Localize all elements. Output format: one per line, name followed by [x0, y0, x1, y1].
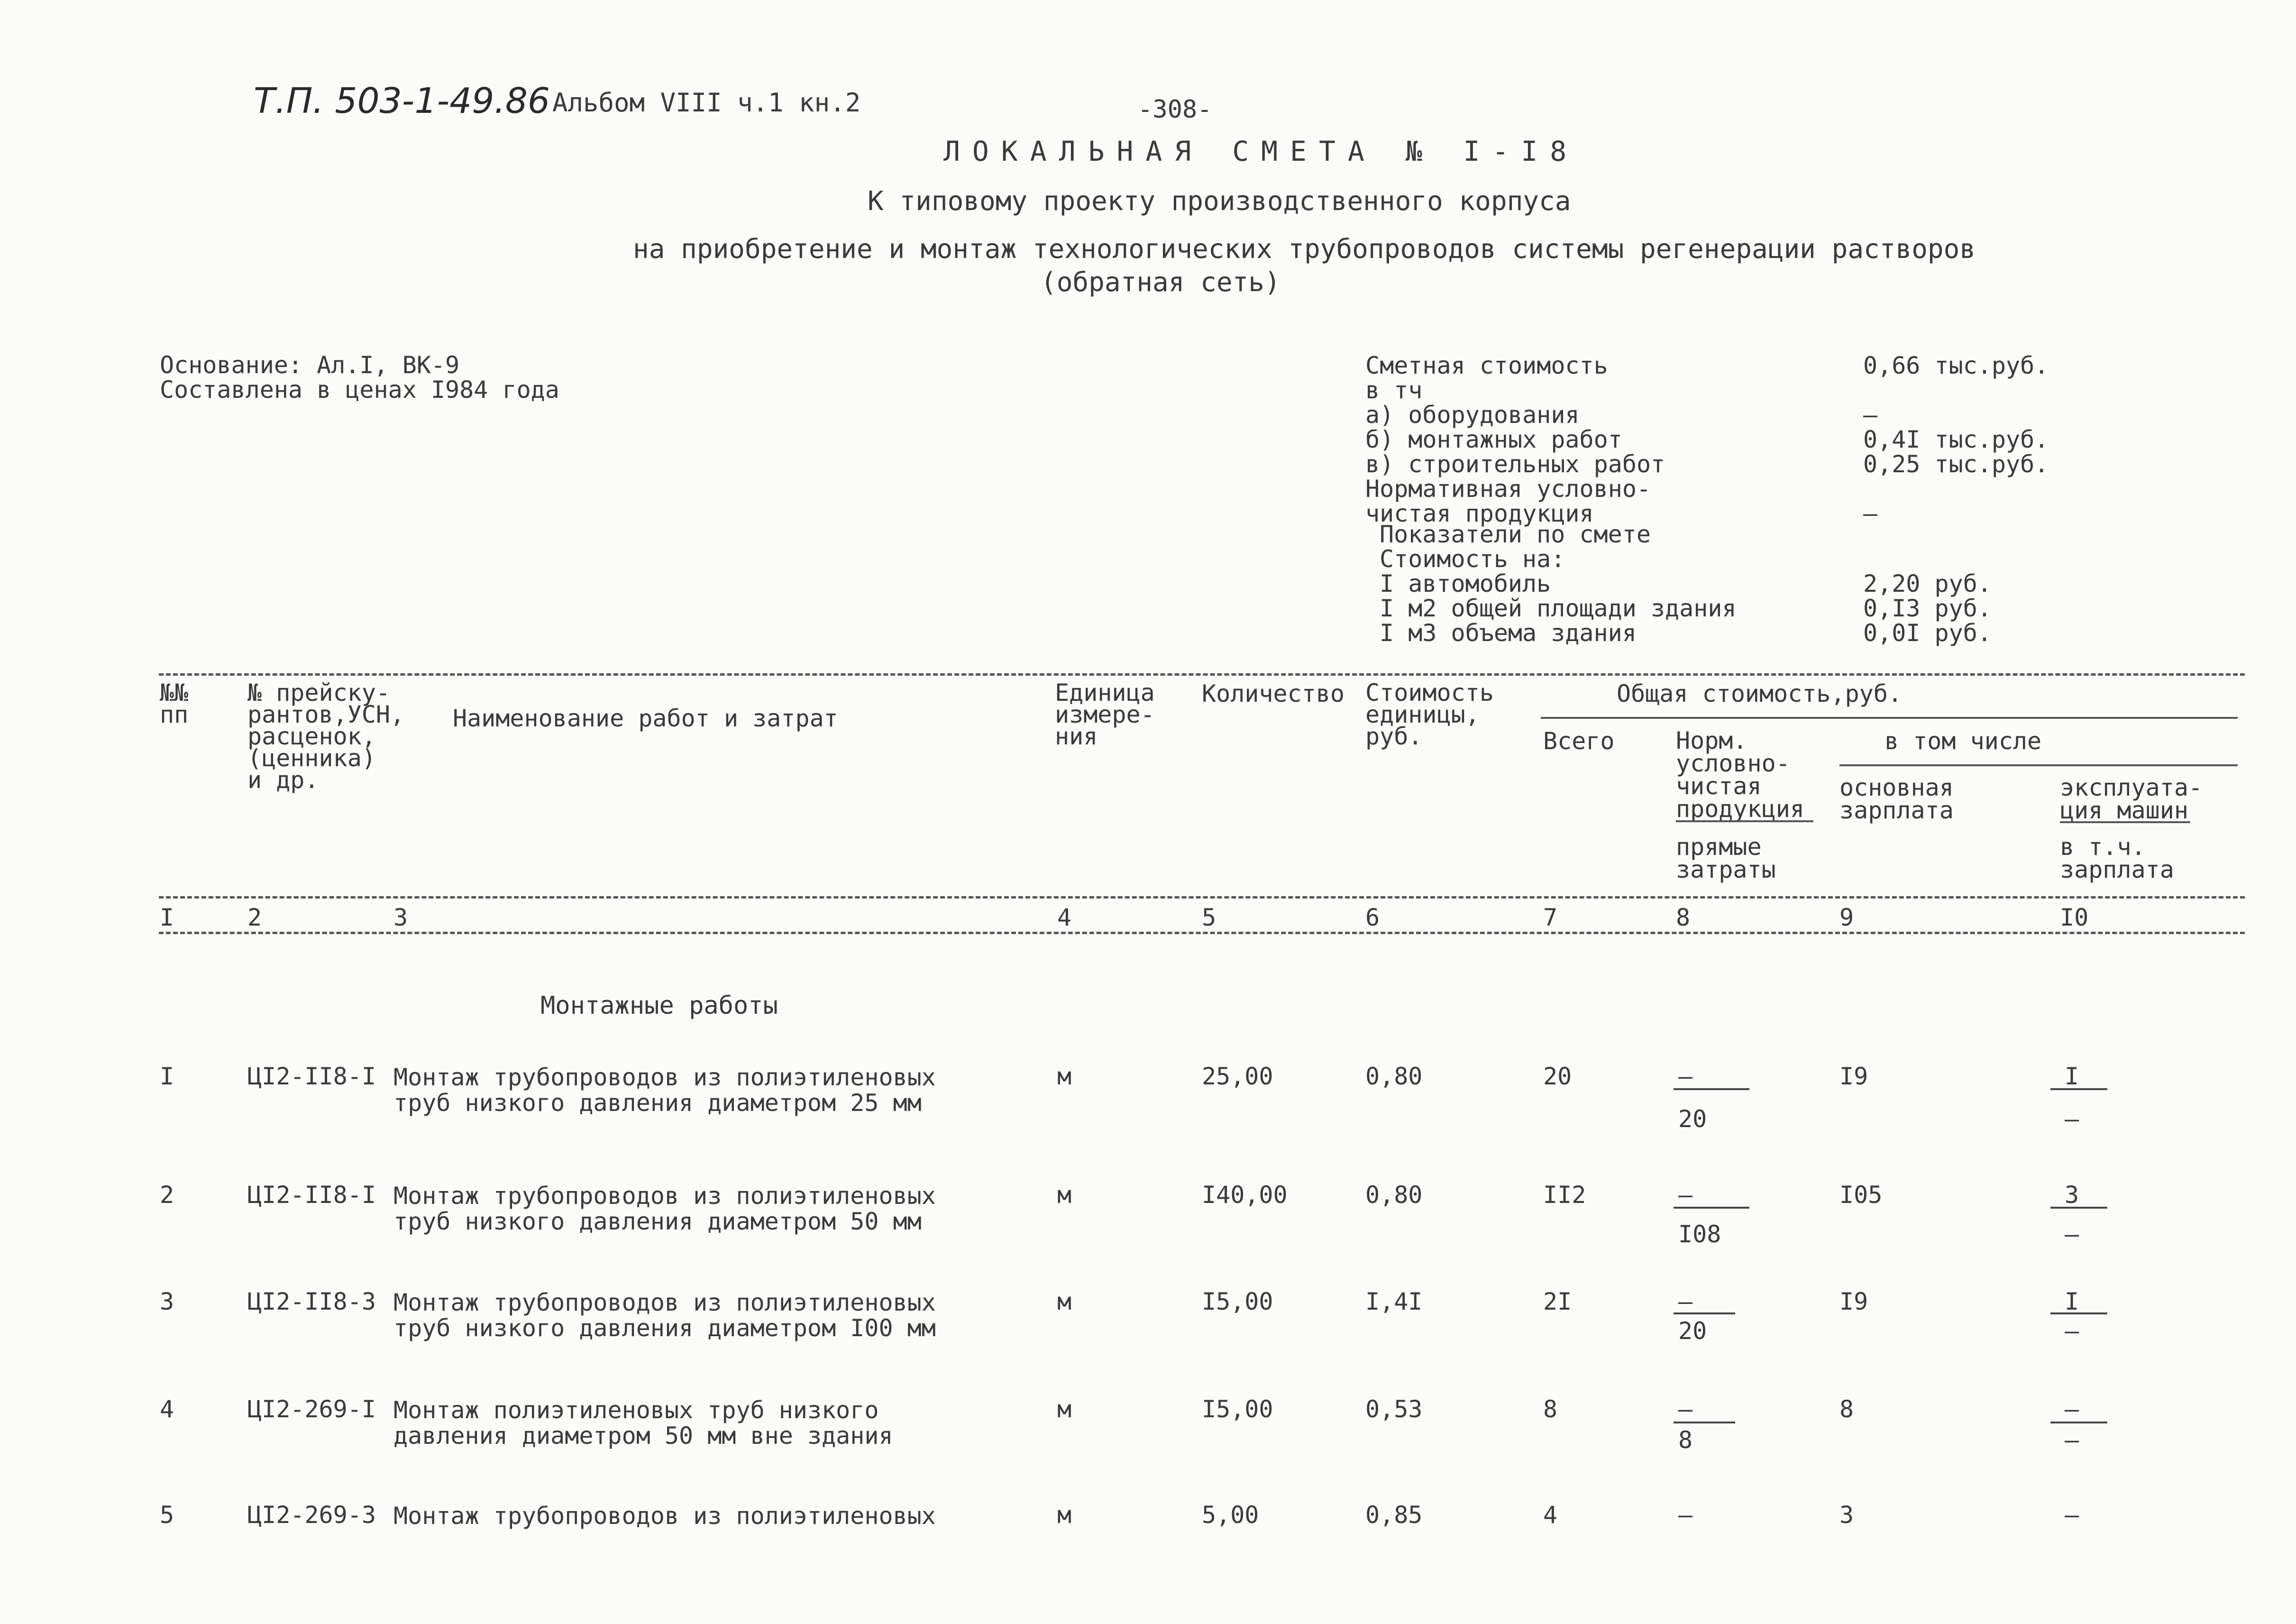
row-machines-salary: –: [2065, 1426, 2079, 1454]
row-qty: I5,00: [1202, 1288, 1273, 1315]
row-net-product: –: [1678, 1288, 1693, 1315]
header-top-rule: [159, 673, 2245, 676]
row-base-salary: I9: [1839, 1063, 1868, 1090]
col-number-7: 7: [1543, 904, 1558, 931]
subtitle-scope: на приобретение и монтаж технологических трубопроводов системы регенерации растворов: [633, 234, 1976, 265]
indicators-values: 2,20 руб. 0,I3 руб. 0,0I руб.: [1863, 570, 1992, 647]
row-machines: –: [2065, 1395, 2079, 1423]
basis-line: Основание: Ал.I, ВК-9: [160, 351, 460, 379]
col-header-base-salary: основная зарплата: [1839, 774, 1954, 824]
fraction-line: [2050, 1207, 2107, 1209]
col-number-9: 9: [1839, 904, 1854, 931]
page-number: -308-: [1138, 95, 1212, 124]
row-num: 4: [160, 1395, 174, 1423]
col-header-direct-costs: прямые затраты: [1676, 833, 1776, 883]
col-number-6: 6: [1365, 904, 1380, 931]
cost-summary-values: 0,66 тыс.руб. – 0,4I тыс.руб. 0,25 тыс.руб. –: [1863, 352, 2049, 527]
prices-year-line: Составлена в ценах I984 года: [160, 376, 559, 404]
fraction-line: [1674, 1422, 1735, 1423]
row-direct-costs: 8: [1678, 1426, 1693, 1454]
row-name: Монтаж трубопроводов из полиэтиленовых труб низкого давления диаметром I00 мм: [393, 1289, 936, 1342]
cost-summary-labels: Сметная стоимость в тч а) оборудования б) монтажных работ в) строительных работ Нормативная условно- чистая продукция: [1365, 352, 1665, 527]
row-direct-costs: 20: [1678, 1105, 1707, 1133]
row-machines-salary: –: [2065, 1105, 2079, 1133]
row-total: 20: [1543, 1063, 1572, 1090]
col-header-code: № прейску- рантов,УСН, расценок, (ценника) и др.: [247, 679, 405, 794]
subtitle-project: К типовому проекту производственного корпуса: [868, 186, 1571, 217]
row-code: ЦI2-II8-I: [247, 1181, 376, 1209]
row-code: ЦI2-II8-3: [247, 1288, 376, 1315]
fraction-line: [1674, 1312, 1735, 1314]
row-net-product: –: [1678, 1501, 1693, 1529]
col-header-qty: Количество: [1202, 680, 1345, 707]
row-code: ЦI2-269-I: [247, 1395, 376, 1423]
col-header-total: Всего: [1543, 727, 1615, 755]
row-unit: м: [1057, 1501, 1072, 1529]
col-header-incl-group: в том числе: [1884, 727, 2042, 755]
row-name: Монтаж трубопроводов из полиэтиленовых труб низкого давления диаметром 50 мм: [393, 1182, 936, 1235]
col-header-unit: Единица измере- ния: [1055, 679, 1155, 750]
row-qty: 5,00: [1202, 1501, 1259, 1529]
total-group-rule: [1541, 717, 2238, 719]
col-header-machines-salary: в т.ч. зарплата: [2060, 833, 2174, 883]
col-number-5: 5: [1202, 904, 1217, 931]
fraction-line: [1674, 1207, 1749, 1209]
machines-rule: [2060, 821, 2190, 823]
col-header-name: Наименование работ и затрат: [453, 705, 838, 732]
row-base-salary: 3: [1839, 1501, 1854, 1529]
col-number-10: I0: [2060, 904, 2089, 931]
row-base-salary: I9: [1839, 1288, 1868, 1315]
row-machines: 3: [2065, 1181, 2079, 1209]
row-num: 5: [160, 1501, 174, 1529]
row-machines: I: [2065, 1288, 2079, 1315]
col-header-unit-price: Стоимость единицы, руб.: [1365, 679, 1494, 750]
col-number-3: 3: [393, 904, 408, 931]
row-machines-salary: –: [2065, 1220, 2079, 1248]
row-net-product: –: [1678, 1181, 1693, 1209]
col-number-4: 4: [1057, 904, 1072, 931]
row-unit-price: 0,53: [1365, 1395, 1423, 1423]
row-direct-costs: 20: [1678, 1317, 1707, 1345]
row-unit: м: [1057, 1063, 1072, 1090]
doc-ref: Т.П. 503-1-49.86: [254, 81, 550, 121]
row-unit-price: I,4I: [1365, 1288, 1423, 1315]
col-number-8: 8: [1676, 904, 1691, 931]
row-total: 2I: [1543, 1288, 1572, 1315]
row-machines-salary: –: [2065, 1317, 2079, 1345]
row-unit: м: [1057, 1288, 1072, 1315]
row-base-salary: I05: [1839, 1181, 1883, 1209]
row-machines: –: [2065, 1501, 2079, 1529]
doc-title: ЛОКАЛЬНАЯ СМЕТА № I-I8: [943, 135, 1579, 167]
row-unit: м: [1057, 1181, 1072, 1209]
col-header-machines: эксплуата- ция машин: [2060, 774, 2203, 824]
fraction-line: [1674, 1088, 1749, 1090]
row-name: Монтаж трубопроводов из полиэтиленовых: [393, 1502, 936, 1530]
col-header-total-group: Общая стоимость,руб.: [1617, 680, 1903, 707]
row-num: I: [160, 1063, 174, 1090]
col-number-1: I: [160, 904, 174, 931]
incl-group-rule: [1839, 764, 2238, 766]
col-header-num: №№ пп: [160, 679, 189, 728]
row-net-product: –: [1678, 1063, 1693, 1090]
row-code: ЦI2-269-3: [247, 1501, 376, 1529]
subtitle-network: (обратная сеть): [1041, 267, 1281, 298]
row-name: Монтаж полиэтиленовых труб низкого давления диаметром 50 мм вне здания: [393, 1396, 893, 1450]
row-total: 8: [1543, 1395, 1558, 1423]
row-qty: I40,00: [1202, 1181, 1288, 1209]
header-bottom-rule: [159, 932, 2245, 934]
header-mid-rule: [159, 896, 2245, 899]
album-ref: Альбом VIII ч.1 кн.2: [552, 88, 861, 118]
indicators-labels: Показатели по смете Стоимость на: I автомобиль I м2 общей площади здания I м3 объема здания: [1380, 521, 1737, 647]
col-header-net-product: Норм. условно- чистая продукция: [1676, 727, 1804, 823]
row-num: 2: [160, 1181, 174, 1209]
section-title: Монтажные работы: [540, 991, 778, 1020]
fraction-line: [2050, 1312, 2107, 1314]
row-total: 4: [1543, 1501, 1558, 1529]
row-direct-costs: I08: [1678, 1220, 1721, 1248]
fraction-line: [2050, 1088, 2107, 1090]
net-product-rule: [1676, 820, 1813, 822]
row-name: Монтаж трубопроводов из полиэтиленовых труб низкого давления диаметром 25 мм: [393, 1064, 936, 1117]
row-unit: м: [1057, 1395, 1072, 1423]
row-machines: I: [2065, 1063, 2079, 1090]
row-qty: I5,00: [1202, 1395, 1273, 1423]
row-qty: 25,00: [1202, 1063, 1273, 1090]
row-code: ЦI2-II8-I: [247, 1063, 376, 1090]
row-total: II2: [1543, 1181, 1586, 1209]
row-num: 3: [160, 1288, 174, 1315]
row-base-salary: 8: [1839, 1395, 1854, 1423]
row-unit-price: 0,80: [1365, 1063, 1423, 1090]
row-unit-price: 0,85: [1365, 1501, 1423, 1529]
row-unit-price: 0,80: [1365, 1181, 1423, 1209]
col-number-2: 2: [247, 904, 262, 931]
fraction-line: [2050, 1422, 2107, 1423]
row-net-product: –: [1678, 1395, 1693, 1423]
